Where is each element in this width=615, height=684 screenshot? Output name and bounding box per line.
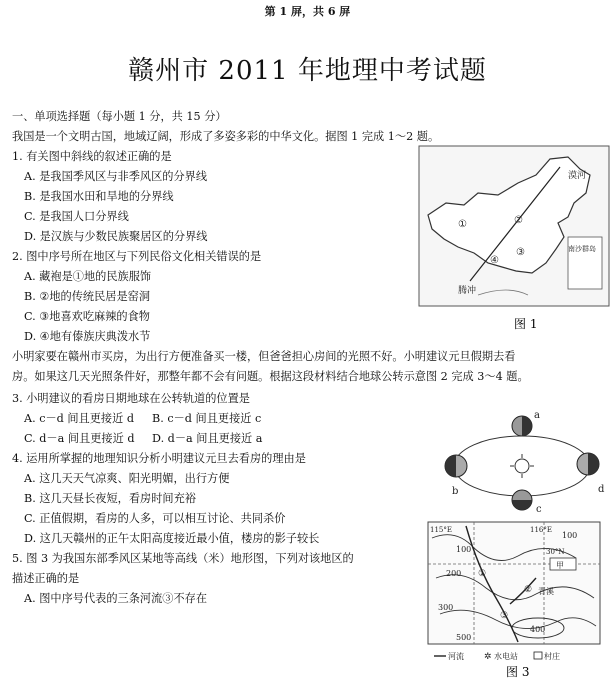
figure-1-china-map <box>418 145 610 335</box>
q4-option-c: C. 正值假期，看房的人多，可以相互讨论、共同杀价 <box>24 512 286 525</box>
q2-option-c: C. ③地喜欢吃麻辣的食物 <box>24 310 150 323</box>
orbit-label-c: c <box>536 504 542 515</box>
label-c300: 300 <box>438 603 454 612</box>
label-c100b: 100 <box>456 545 472 554</box>
china-map-svg <box>418 145 610 335</box>
q1-option-d: D. 是汉族与少数民族聚居区的分界线 <box>24 230 208 243</box>
label-islands: 南沙群岛 <box>568 245 596 253</box>
legend-village: 村庄 <box>544 652 560 661</box>
contour-svg <box>426 518 610 680</box>
q5-option-a: A. 图中序号代表的三条河流③不存在 <box>24 592 208 605</box>
earth-left <box>445 455 467 477</box>
figure-1-caption: 图 1 <box>514 317 538 331</box>
earth-right <box>577 453 599 475</box>
q1-stem: 1. 有关图中斜线的叙述正确的是 <box>12 150 172 163</box>
label-e2: 116°E <box>530 526 552 534</box>
page-header: 第 1 屏，共 6 屏 <box>264 5 351 18</box>
earth-top <box>512 416 532 436</box>
label-mohe: 漠河 <box>568 171 587 181</box>
label-c500: 500 <box>456 633 472 642</box>
legend-station: 水电站 <box>494 652 518 661</box>
contour-frame <box>428 522 600 644</box>
intro-text-2-line2: 房。如果这几天光照条件好，那整年都不会有问题。根据这段材料结合地球公转示意图 2 完成 3～4 题。 <box>12 370 529 383</box>
q1-option-c: C. 是我国人口分界线 <box>24 210 129 223</box>
q2-option-a: A. 藏袍是①地的民族服饰 <box>24 270 152 283</box>
label-4: ④ <box>490 255 499 266</box>
intro-text-1: 我国是一个文明古国，地域辽阔，形成了多姿多彩的中华文化。据图 1 完成 1～2 题。 <box>12 130 440 143</box>
q4-stem: 4. 运用所掌握的地理知识分析小明建议元旦去看房的理由是 <box>12 452 306 465</box>
label-c400: 400 <box>530 625 546 634</box>
orbit-svg <box>438 404 608 516</box>
figure-3-contour-map <box>426 518 610 680</box>
q4-option-d: D. 这几天赣州的正午太阳高度接近最小值，楼房的影子较长 <box>24 532 320 545</box>
legend-river: 河流 <box>448 652 464 661</box>
earth-bottom <box>512 490 532 510</box>
q2-stem: 2. 图中序号所在地区与下列民俗文化相关错误的是 <box>12 250 262 263</box>
q4-option-b: B. 这几天昼长夜短，看房时间充裕 <box>24 492 196 505</box>
label-2: ② <box>514 215 523 226</box>
figure-3-caption: 图 3 <box>506 665 530 679</box>
intro-text-2-line1: 小明家要在赣州市买房，为出行方便准备买一楼，但爸爸担心房间的光照不好。小明建议元旦假期去看 <box>12 350 516 363</box>
label-c100a: 100 <box>562 531 578 540</box>
q3-option-a: A. c－d 间且更接近 d <box>24 412 135 425</box>
label-q1: ① <box>478 569 487 579</box>
q3-option-c: C. d－a 间且更接近 d <box>24 432 135 445</box>
page-title: 赣州市 2011 年地理中考试题 <box>128 56 487 86</box>
q5-stem-line2: 描述正确的是 <box>12 572 80 585</box>
orbit-label-a: a <box>534 410 540 421</box>
section-heading: 一、单项选择题（每小题 1 分，共 15 分） <box>12 110 227 123</box>
label-e1: 115°E <box>430 526 452 534</box>
label-q3: ③ <box>500 611 509 621</box>
sun <box>515 459 529 473</box>
q3-option-d: D. d－a 间且更接近 a <box>152 432 263 445</box>
label-c200: 200 <box>446 569 462 578</box>
label-tengchong: 腾冲 <box>458 286 477 296</box>
label-lat: 30°N <box>546 548 565 556</box>
q3-stem: 3. 小明建议的看房日期地球在公转轨道的位置是 <box>12 392 250 405</box>
q5-stem-line1: 5. 图 3 为我国东部季风区某地等高线（米）地形图，下列对该地区的 <box>12 552 354 565</box>
label-q2: ② <box>524 585 533 595</box>
label-jia: 甲 <box>556 561 564 570</box>
q1-option-b: B. 是我国水田和旱地的分界线 <box>24 190 174 203</box>
q3-option-b: B. c－d 间且更接近 c <box>152 412 262 425</box>
q2-option-d: D. ④地有傣族庆典泼水节 <box>24 330 151 343</box>
legend-village-icon <box>534 652 542 659</box>
legend-station-icon: ✲ <box>484 652 492 662</box>
q4-option-a: A. 这几天天气凉爽、阳光明媚，出行方便 <box>24 472 230 485</box>
label-3: ③ <box>516 247 525 258</box>
figure-2-earth-orbit <box>438 404 608 516</box>
q1-option-a: A. 是我国季风区与非季风区的分界线 <box>24 170 208 183</box>
q2-option-b: B. ②地的传统民居是窑洞 <box>24 290 151 303</box>
orbit-label-b: b <box>452 486 459 497</box>
label-town: 青溪 <box>538 587 554 596</box>
label-1: ① <box>458 219 467 230</box>
orbit-label-d: d <box>598 484 605 495</box>
